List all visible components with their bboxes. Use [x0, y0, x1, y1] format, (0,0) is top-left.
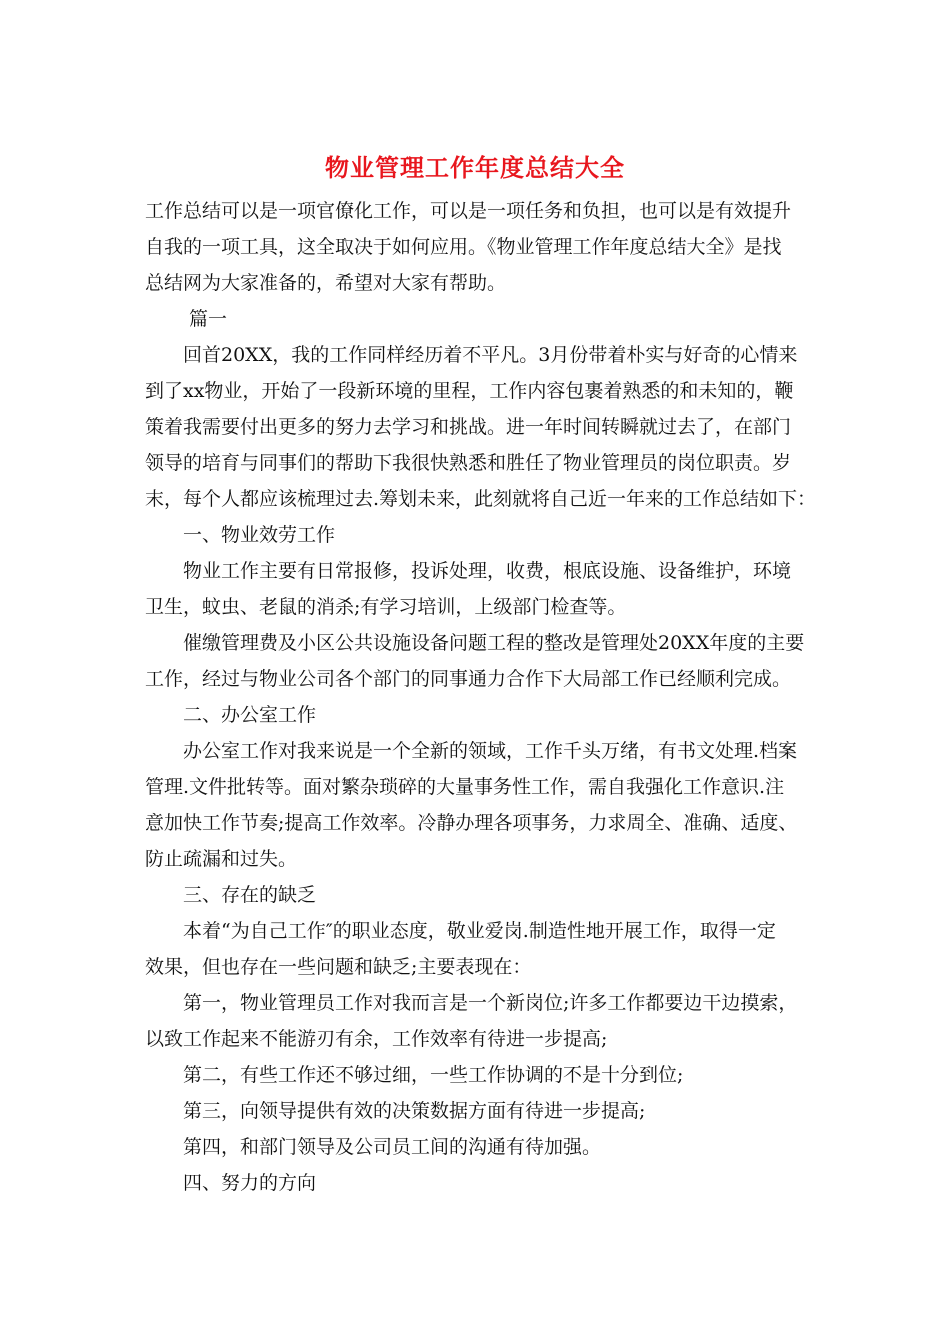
list-item: 第一，物业管理员工作对我而言是一个新岗位;许多工作都要边干边摸索，: [183, 992, 798, 1014]
paragraph-line: 领导的培育与同事们的帮助下我很快熟悉和胜任了物业管理员的岗位职责。岁: [145, 452, 792, 474]
intro-line-3: 总结网为大家准备的，希望对大家有帮助。: [145, 272, 507, 294]
paragraph-line: 本着“为自己工作″的职业态度，敬业爱岗.制造性地开展工作，取得一定: [183, 920, 776, 942]
intro-line-2: 自我的一项工具，这全取决于如何应用。《物业管理工作年度总结大全》是找: [145, 236, 782, 258]
section-heading: 三、存在的缺乏: [183, 884, 317, 906]
paragraph-line: 到了xx物业，开始了一段新环境的里程，工作内容包裹着熟悉的和未知的，鞭: [145, 380, 794, 402]
document-body: [145, 193, 820, 1201]
paragraph-line: 管理.文件批转等。面对繁杂琐碎的大量事务性工作，需自我强化工作意识.注: [145, 776, 785, 798]
chapter-heading: 篇一: [189, 308, 228, 330]
list-item: 第三，向领导提供有效的决策数据方面有待进一步提高;: [183, 1100, 646, 1122]
list-item-continuation: 以致工作起来不能游刃有余，工作效率有待进一步提高;: [145, 1028, 608, 1050]
section-heading: 四、努力的方向: [183, 1172, 317, 1194]
paragraph-line: 物业工作主要有日常报修，投诉处理，收费，根底设施、设备维护，环境: [183, 560, 792, 582]
intro-line-1: 工作总结可以是一项官僚化工作，可以是一项任务和负担，也可以是有效提升: [145, 200, 792, 222]
list-item: 第二，有些工作还不够过细，一些工作协调的不是十分到位;: [183, 1064, 684, 1086]
paragraph-line: 意加快工作节奏;提高工作效率。冷静办理各项事务，力求周全、准确、适度、: [145, 812, 798, 834]
paragraph-line: 工作，经过与物业公司各个部门的同事通力合作下大局部工作已经顺利完成。: [145, 668, 792, 690]
paragraph-line: 卫生，蚊虫、老鼠的消杀;有学习培训，上级部门检查等。: [145, 596, 627, 618]
list-item: 第四，和部门领导及公司员工间的沟通有待加强。: [183, 1136, 602, 1158]
section-heading: 一、物业效劳工作: [183, 524, 336, 546]
paragraph-line: 效果，但也存在一些问题和缺乏;主要表现在：: [145, 956, 532, 978]
section-heading: 二、办公室工作: [183, 704, 317, 726]
paragraph-line: 催缴管理费及小区公共设施设备问题工程的整改是管理处20XX年度的主要: [183, 632, 805, 654]
paragraph-line: 防止疏漏和过失。: [145, 848, 298, 870]
document-title: 物业管理工作年度总结大全: [325, 153, 625, 182]
paragraph-line: 末，每个人都应该梳理过去.筹划未来，此刻就将自己近一年来的工作总结如下：: [145, 488, 817, 510]
paragraph-line: 办公室工作对我来说是一个全新的领域，工作千头万绪，有书文处理.档案: [183, 740, 798, 762]
paragraph-line: 回首20XX，我的工作同样经历着不平凡。3月份带着朴实与好奇的心情来: [183, 344, 798, 366]
paragraph-line: 策着我需要付出更多的努力去学习和挑战。进一年时间转瞬就过去了，在部门: [145, 416, 792, 438]
